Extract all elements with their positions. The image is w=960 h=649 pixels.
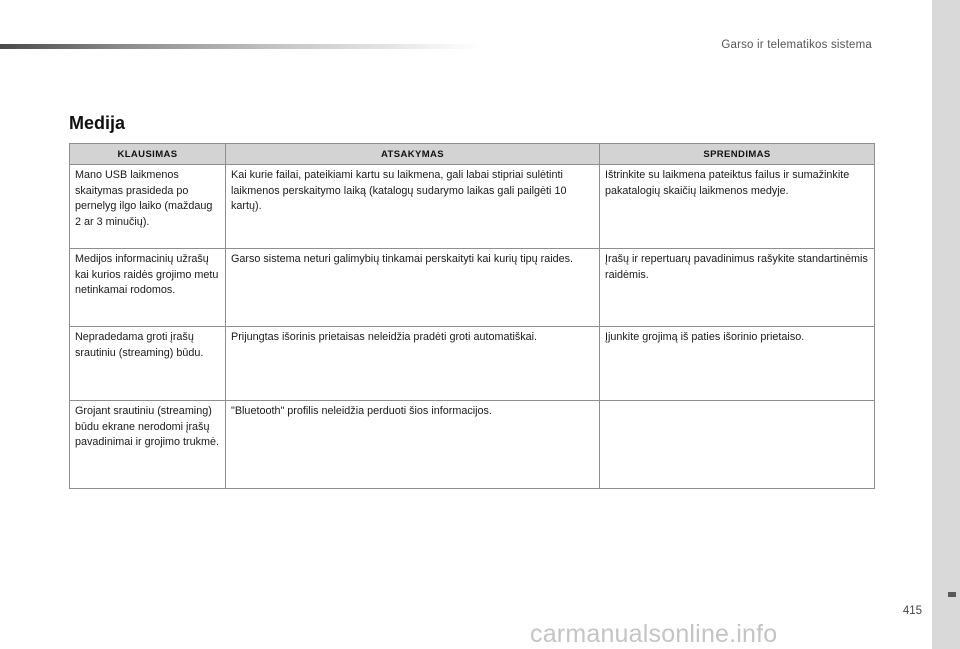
faq-table	[69, 143, 875, 489]
table-row	[70, 401, 875, 489]
column-header-question: KLAUSIMAS	[70, 144, 226, 165]
table-row	[70, 249, 875, 327]
watermark: carmanualsonline.info	[530, 620, 778, 648]
question-cell: Mano USB laikmenos skaitymas prasideda po pernelyg ilgo laiko (maždaug 2 ar 3 minučių).	[70, 165, 226, 249]
solution-cell: Ištrinkite su laikmena pateiktus failus ir sumažinkite pakatalogių skaičių laikmenos medyje.	[600, 165, 875, 249]
chapter-title: Garso ir telematikos sistema	[721, 39, 872, 51]
column-header-solution: SPRENDIMAS	[600, 144, 875, 165]
solution-cell	[600, 401, 875, 489]
page-marker	[948, 592, 956, 597]
answer-cell: Prijungtas išorinis prietaisas neleidžia pradėti groti automatiškai.	[226, 327, 600, 401]
question-cell: Grojant srautiniu (streaming) būdu ekrane nerodomi įrašų pavadinimai ir grojimo trukmė.	[70, 401, 226, 489]
page-number: 415	[902, 605, 922, 617]
question-cell: Nepradedama groti įrašų srautiniu (streaming) būdu.	[70, 327, 226, 401]
column-header-answer: ATSAKYMAS	[226, 144, 600, 165]
answer-cell: "Bluetooth" profilis neleidžia perduoti šios informacijos.	[226, 401, 600, 489]
header-gradient-bar	[0, 44, 480, 49]
table-row	[70, 327, 875, 401]
section-title: Medija	[69, 113, 126, 133]
table-header-row	[70, 144, 875, 165]
solution-cell: Įjunkite grojimą iš paties išorinio prietaiso.	[600, 327, 875, 401]
side-strip	[932, 0, 960, 649]
table-row	[70, 165, 875, 249]
answer-cell: Garso sistema neturi galimybių tinkamai perskaityti kai kurių tipų raides.	[226, 249, 600, 327]
solution-cell: Įrašų ir repertuarų pavadinimus rašykite standartinėmis raidėmis.	[600, 249, 875, 327]
question-cell: Medijos informacinių užrašų kai kurios raidės grojimo metu netinkamai rodomos.	[70, 249, 226, 327]
answer-cell: Kai kurie failai, pateikiami kartu su laikmena, gali labai stipriai sulėtinti laikmenos perskaitymo laiką (katalogų sudarymo laikas gali pailgėti 10 kartų).	[226, 165, 600, 249]
